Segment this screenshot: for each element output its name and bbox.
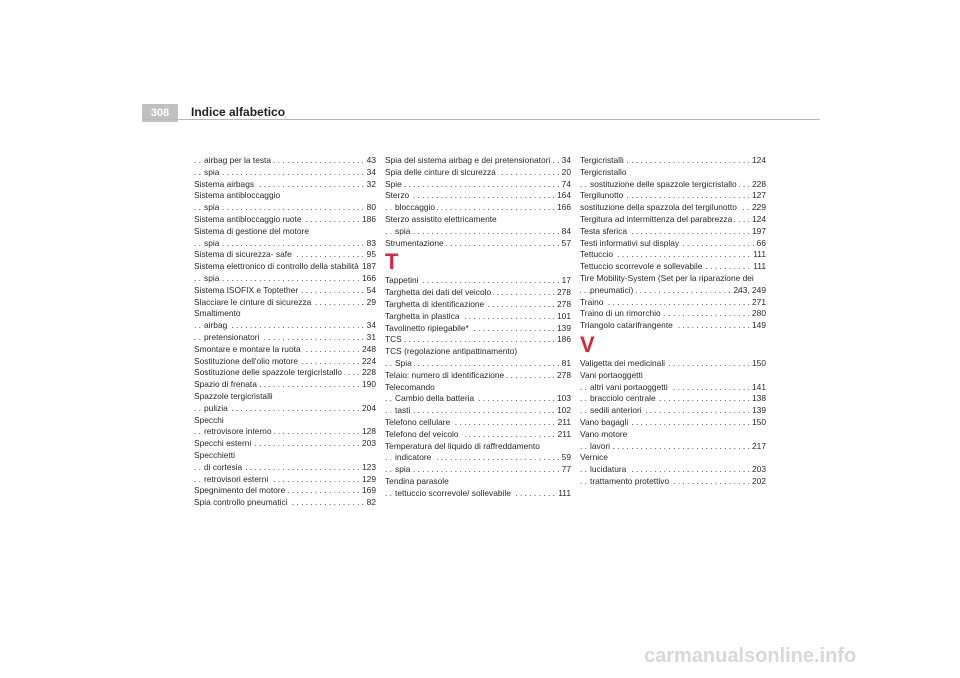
index-entry-page: 243, 249 <box>733 284 766 295</box>
index-entry-page: 31 <box>366 331 376 342</box>
index-entry <box>580 405 766 417</box>
index-entry <box>194 249 376 261</box>
index-entry-page: 190 <box>362 379 376 390</box>
index-entry-term: Telecomando <box>385 381 435 392</box>
index-entry-term: Traino di un rimorchio <box>580 308 661 319</box>
index-entry-term: Targhetta dei dati del veicolo <box>385 287 492 298</box>
index-entry <box>194 308 376 320</box>
index-entry-term: Sistema antibloccaggio ruote <box>194 213 302 224</box>
index-entry-term: Sistema di sicurezza- safe <box>194 249 292 260</box>
index-entry-term: tasti <box>395 405 411 416</box>
page-title: Indice alfabetico <box>191 105 286 119</box>
index-entry-page: 139 <box>557 322 571 333</box>
index-entry-term: Sterzo <box>385 190 410 201</box>
index-entry <box>385 370 571 382</box>
index-entry-page: 229 <box>752 202 766 213</box>
index-entry-page: 84 <box>561 225 571 236</box>
index-entry-term: Sistema ISOFIX e Toptether <box>194 284 299 295</box>
index-entry-term: Vani portaoggetti <box>580 369 643 380</box>
index-entry-term: pretensionatori <box>204 331 260 342</box>
index-entry <box>580 190 766 202</box>
index-entry-page: 150 <box>752 357 766 368</box>
index-entry <box>194 190 376 202</box>
index-entry <box>194 474 376 486</box>
index-entry-term: Tappetini <box>385 275 419 286</box>
index-entry <box>580 226 766 238</box>
index-entry-term: airbag <box>204 320 228 331</box>
index-entry-term: sostituzione delle spazzole tergicristallo <box>590 178 737 189</box>
index-entry-page: 278 <box>557 369 571 380</box>
index-entry <box>580 393 766 405</box>
index-entry-term: bracciolo centrale <box>590 393 656 404</box>
index-entry-term: Slacciare le cinture di sicurezza <box>194 296 312 307</box>
index-entry-term: spia <box>204 202 220 213</box>
index-entry <box>580 179 766 191</box>
index-entry-page: 228 <box>752 178 766 189</box>
index-entry-term: Spia <box>395 357 412 368</box>
index-entry-page: 202 <box>752 475 766 486</box>
index-entry <box>580 261 766 273</box>
index-entry-page: 57 <box>561 237 571 248</box>
index-entry-term: Specchietti <box>194 449 235 460</box>
index-entry <box>194 214 376 226</box>
index-entry <box>580 297 766 309</box>
index-entry-term: Tergitura ad intermittenza del parabrezza <box>580 213 733 224</box>
index-entry-page: 34 <box>561 155 571 165</box>
index-entry <box>385 323 571 335</box>
index-entry-term: Spia del sistema airbag e dei pretensionatori <box>385 155 551 165</box>
index-entry <box>580 429 766 441</box>
index-entry <box>194 285 376 297</box>
index-entry <box>580 476 766 488</box>
index-entry-term: Sistema di gestione del motore <box>194 225 309 236</box>
index-entry-term: TCS (regolazione antipattinamento) <box>385 346 518 357</box>
index-entry-page: 17 <box>561 275 571 286</box>
index-entry-term: lavori <box>590 440 611 451</box>
index-entry-term: indicatore <box>395 452 432 463</box>
index-entry-page: 80 <box>366 202 376 213</box>
index-entry <box>194 297 376 309</box>
index-entry-page: 81 <box>561 357 571 368</box>
index-entry <box>194 426 376 438</box>
index-entry <box>580 358 766 370</box>
index-entry-term: Triangolo catarifrangente <box>580 320 673 331</box>
index-entry-term: Telefono cellulare <box>385 416 451 427</box>
index-entry-page: 20 <box>561 166 571 177</box>
index-entry <box>194 462 376 474</box>
index-entry-term: retrovisori esterni <box>204 473 269 484</box>
index-entry-page: 74 <box>561 178 571 189</box>
index-entry <box>194 438 376 450</box>
index-entry-term: bloccaggio <box>395 202 436 213</box>
index-entry-page: 228 <box>362 367 376 378</box>
index-entry <box>385 358 571 370</box>
index-entry-term: Strumentazione <box>385 237 444 248</box>
index-entry <box>385 346 571 358</box>
index-entry-term: Tettuccio <box>580 249 614 260</box>
index-entry <box>385 238 571 250</box>
index-entry-page: 32 <box>366 178 376 189</box>
index-entry-page: 224 <box>362 355 376 366</box>
index-entry <box>194 485 376 497</box>
index-entry-term: Vano motore <box>580 428 628 439</box>
index-entry-page: 187 <box>362 261 376 272</box>
index-entry-page: 204 <box>362 402 376 413</box>
index-entry-page: 164 <box>557 190 571 201</box>
index-entry-page: 102 <box>557 405 571 416</box>
index-entry-page: 129 <box>362 473 376 484</box>
index-entry <box>385 287 571 299</box>
index-entry-page: 95 <box>366 249 376 260</box>
index-entry-term: Tergicristalli <box>580 155 624 165</box>
index-entry-page: 139 <box>752 405 766 416</box>
index-entry <box>385 155 571 167</box>
index-entry-term: Cambio della batteria <box>395 393 475 404</box>
index-entry-page: 150 <box>752 416 766 427</box>
index-entry-term: Vano bagagli <box>580 416 629 427</box>
index-entry-term: sostituzione della spazzola del tergilunotto <box>580 202 737 213</box>
index-entry-term: Tergicristallo <box>580 166 627 177</box>
index-entry-term: Tettuccio scorrevole e sollevabile <box>580 261 703 272</box>
index-entry-term: Tendina parasole <box>385 475 449 486</box>
index-column-2 <box>385 155 571 500</box>
index-entry <box>194 167 376 179</box>
index-entry-page: 82 <box>366 497 376 508</box>
index-entry-page: 59 <box>561 452 571 463</box>
index-entry-page: 124 <box>752 213 766 224</box>
index-entry-term: TCS <box>385 334 402 345</box>
index-entry <box>580 452 766 464</box>
index-entry <box>580 370 766 382</box>
index-entry-term: Smontare e montare la ruota <box>194 343 301 354</box>
index-entry <box>385 202 571 214</box>
index-entry <box>580 320 766 332</box>
index-entry-page: 211 <box>557 416 571 427</box>
index-entry-term: Telaio: numero di identificazione <box>385 369 505 380</box>
index-entry-term: trattamento protettivo <box>590 475 670 486</box>
index-entry-page: 111 <box>753 249 766 260</box>
index-entry-page: 43 <box>366 155 376 165</box>
index-entry <box>385 299 571 311</box>
index-entry-page: 280 <box>752 308 766 319</box>
index-entry-term: Sistema elettronico di controllo della stabilità <box>194 261 359 272</box>
index-entry-page: 54 <box>366 284 376 295</box>
index-entry-page: 166 <box>557 202 571 213</box>
index-entry <box>385 226 571 238</box>
index-entry-term: Spazzole tergicristalli <box>194 390 273 401</box>
index-entry-term: Spie <box>385 178 402 189</box>
index-entry-term: lucidatura <box>590 464 627 475</box>
index-entry <box>580 441 766 453</box>
index-entry-term: spia <box>395 225 411 236</box>
index-entry-page: 149 <box>752 320 766 331</box>
index-entry <box>385 476 571 488</box>
section-letter-t: T <box>385 249 399 275</box>
index-entry <box>580 308 766 320</box>
index-entry <box>580 167 766 179</box>
index-entry-page: 138 <box>752 393 766 404</box>
index-entry <box>580 273 766 297</box>
index-entry <box>194 226 376 238</box>
index-column-3 <box>580 155 766 488</box>
index-entry-term: Specchi esterni <box>194 438 252 449</box>
index-entry <box>580 382 766 394</box>
page-number: 308 <box>142 104 178 122</box>
index-entry-term: airbag per la testa <box>204 155 272 165</box>
index-entry <box>385 405 571 417</box>
index-entry-term: Sostituzione dell'olio motore <box>194 355 299 366</box>
index-entry <box>194 344 376 356</box>
index-entry <box>194 238 376 250</box>
index-entry <box>385 452 571 464</box>
index-entry-term: Spia controllo pneumatici <box>194 497 288 508</box>
index-entry-page: 186 <box>557 334 571 345</box>
index-entry <box>194 403 376 415</box>
index-entry <box>580 417 766 429</box>
index-entry-term: Traino <box>580 296 604 307</box>
index-entry-term: Sistema airbags <box>194 178 255 189</box>
index-entry-term: Testi informativi sul display <box>580 237 680 248</box>
index-entry-term: pulizia <box>204 402 228 413</box>
index-entry-term: Targhetta in plastica <box>385 310 460 321</box>
index-entry <box>194 450 376 462</box>
index-entry-page: 123 <box>362 461 376 472</box>
index-entry <box>580 155 766 167</box>
index-entry-term: sedili anteriori <box>590 405 642 416</box>
index-entry-term: Temperatura del liquido di raffreddamento <box>385 440 540 451</box>
index-entry-page: 124 <box>752 155 766 165</box>
index-entry <box>385 167 571 179</box>
index-entry-page: 278 <box>557 287 571 298</box>
index-entry <box>385 382 571 394</box>
index-entry-term: retrovisore interno <box>204 426 272 437</box>
index-entry <box>580 464 766 476</box>
index-entry-term: spia <box>204 166 220 177</box>
index-entry <box>385 214 571 226</box>
index-entry-term: Sterzo assistito elettricamente <box>385 213 497 224</box>
index-entry-term: spia <box>395 464 411 475</box>
index-entry-page: 271 <box>752 296 766 307</box>
index-entry-term: Tergilunotto <box>580 190 624 201</box>
index-entry-page: 34 <box>366 320 376 331</box>
index-entry-page: 203 <box>362 438 376 449</box>
watermark: carmanualsonline.info <box>644 645 857 667</box>
index-entry-term: Targhetta di identificazione <box>385 298 485 309</box>
index-entry <box>385 393 571 405</box>
index-entry-page: 29 <box>366 296 376 307</box>
index-entry <box>385 334 571 346</box>
index-entry <box>385 441 571 453</box>
index-entry <box>194 273 376 285</box>
index-entry-term: altri vani portaoggetti <box>590 381 668 392</box>
index-entry <box>385 311 571 323</box>
index-entry-term: Specchi <box>194 414 224 425</box>
index-entry-term: Tire Mobility-System (Set per la riparazione dei pneumatici) <box>580 272 754 295</box>
index-entry <box>194 356 376 368</box>
index-entry-page: 77 <box>561 464 571 475</box>
index-entry <box>194 320 376 332</box>
index-entry-page: 278 <box>557 298 571 309</box>
index-entry-term: Spazio di frenata <box>194 379 257 390</box>
index-entry-page: 211 <box>557 428 571 439</box>
index-entry-page: 34 <box>366 166 376 177</box>
index-entry-page: 83 <box>366 237 376 248</box>
index-entry-term: Tavolinetto ripiegabile* <box>385 322 469 333</box>
index-entry <box>194 202 376 214</box>
index-entry-term: spia <box>204 272 220 283</box>
index-entry-term: Valigetta dei medicinali <box>580 357 666 368</box>
section-letter-v: V <box>580 331 595 357</box>
index-entry-page: 101 <box>557 310 571 321</box>
index-entry <box>385 464 571 476</box>
index-entry-term: Sostituzione delle spazzole tergicristallo <box>194 367 343 378</box>
index-entry <box>580 214 766 226</box>
index-entry-term: Smaltimento <box>194 308 241 319</box>
index-entry <box>194 391 376 403</box>
index-entry <box>194 179 376 191</box>
index-entry-page: 169 <box>362 485 376 496</box>
index-entry <box>194 379 376 391</box>
index-entry-term: Sistema antibloccaggio <box>194 190 281 201</box>
index-entry <box>385 429 571 441</box>
index-entry <box>194 497 376 509</box>
index-entry <box>580 249 766 261</box>
index-column-1 <box>194 155 376 509</box>
index-entry-page: 103 <box>557 393 571 404</box>
index-entry-page: 166 <box>362 272 376 283</box>
index-entry-page: 141 <box>752 381 766 392</box>
index-entry-term: Testa sferica <box>580 225 628 236</box>
index-entry-term: di cortesia <box>204 461 243 472</box>
index-entry <box>194 332 376 344</box>
index-entry <box>194 415 376 427</box>
index-entry-term: Telefono del veicolo <box>385 428 459 439</box>
index-entry-term: spia <box>204 237 220 248</box>
index-entry <box>385 488 571 500</box>
index-entry-page: 248 <box>362 343 376 354</box>
index-entry-page: 127 <box>752 190 766 201</box>
index-entry-page: 111 <box>753 261 766 272</box>
index-entry <box>580 202 766 214</box>
index-entry <box>385 179 571 191</box>
index-entry-page: 186 <box>362 213 376 224</box>
index-entry <box>194 367 376 379</box>
index-entry-page: 111 <box>558 487 571 498</box>
index-entry-term: Spia delle cinture di sicurezza <box>385 166 496 177</box>
index-entry-page: 66 <box>756 237 766 248</box>
index-entry <box>385 190 571 202</box>
index-entry-term: Spegnimento del motore <box>194 485 286 496</box>
header-divider <box>142 119 820 120</box>
index-entry <box>194 155 376 167</box>
index-entry-page: 203 <box>752 464 766 475</box>
index-entry-term: Vernice <box>580 452 608 463</box>
index-entry <box>194 261 376 273</box>
index-entry <box>385 275 571 287</box>
index-entry-page: 197 <box>752 225 766 236</box>
index-entry-page: 128 <box>362 426 376 437</box>
index-entry-term: tettuccio scorrevole/ sollevabile <box>395 487 511 498</box>
index-entry-page: 217 <box>752 440 766 451</box>
index-entry <box>580 238 766 250</box>
index-entry <box>385 417 571 429</box>
